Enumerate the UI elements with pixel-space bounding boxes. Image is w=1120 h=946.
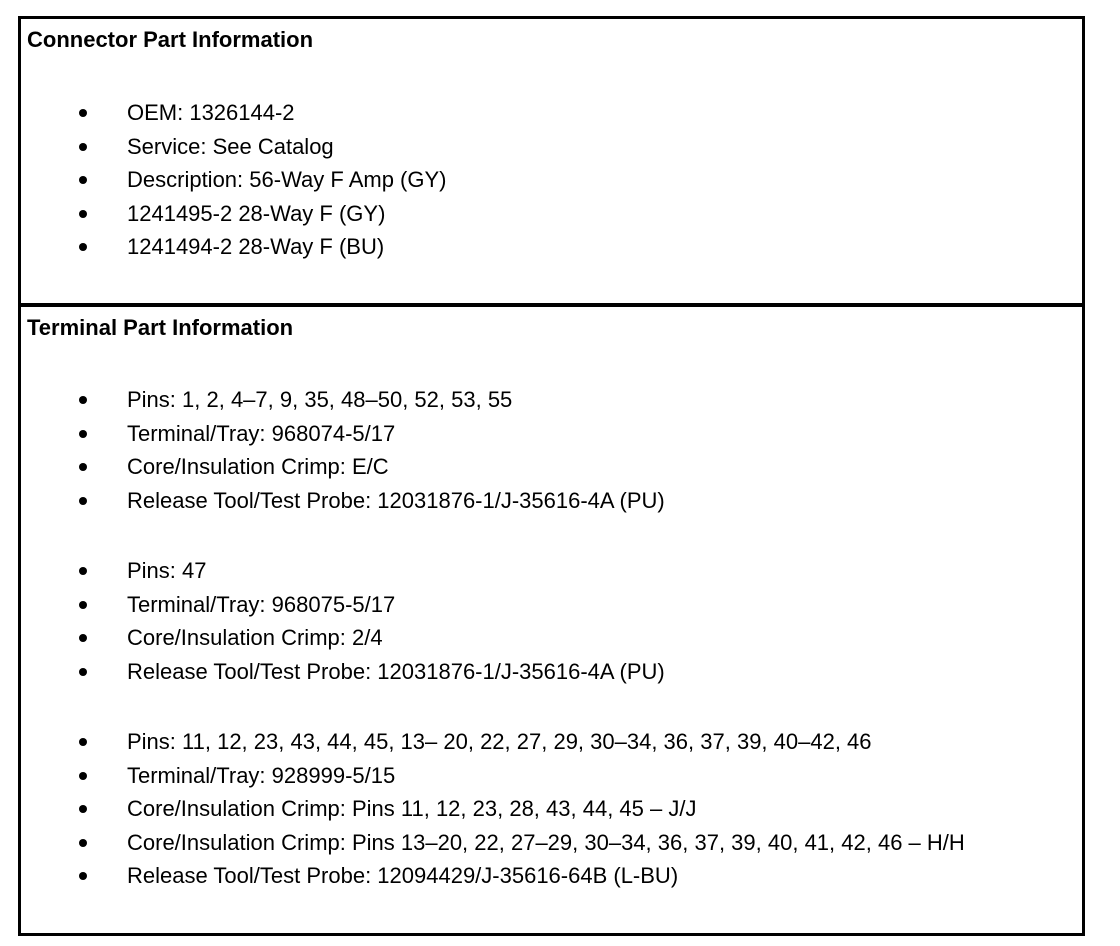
list-item bbox=[21, 197, 1082, 231]
list-item bbox=[21, 759, 1082, 793]
list-item bbox=[21, 655, 1082, 689]
bullet-icon bbox=[79, 109, 87, 117]
list-item-text: Terminal/Tray: 968074-5/17 bbox=[127, 420, 396, 446]
list-item bbox=[21, 230, 1082, 264]
bullet-icon bbox=[79, 176, 87, 184]
list-item-text: Terminal/Tray: 928999-5/15 bbox=[127, 762, 396, 788]
list-item bbox=[21, 450, 1082, 484]
list-item bbox=[21, 417, 1082, 451]
bullet-icon bbox=[79, 143, 87, 151]
list-item-text: Core/Insulation Crimp: Pins 11, 12, 23, 28, 43, 44, 45 – J/J bbox=[127, 796, 697, 821]
list-item-text: Release Tool/Test Probe: 12031876-1/J-35616-4A (PU) bbox=[127, 658, 665, 684]
list-item bbox=[21, 792, 1082, 826]
list-item bbox=[21, 484, 1082, 518]
list-item-text: Core/Insulation Crimp: Pins 13–20, 22, 27–29, 30–34, 36, 37, 39, 40, 41, 42, 46 – H/H bbox=[127, 829, 965, 855]
bullet-icon bbox=[79, 805, 87, 813]
list-item bbox=[21, 383, 1082, 417]
bullet-icon bbox=[79, 601, 87, 609]
bullet-icon bbox=[79, 396, 87, 404]
bullet-icon bbox=[79, 567, 87, 575]
list-item bbox=[21, 554, 1082, 588]
list-item bbox=[21, 588, 1082, 622]
bullet-icon bbox=[79, 839, 87, 847]
bullet-icon bbox=[79, 668, 87, 676]
list-item bbox=[21, 621, 1082, 655]
terminal-part-section bbox=[21, 303, 1082, 933]
list-item bbox=[21, 163, 1082, 197]
bullet-icon bbox=[79, 497, 87, 505]
list-item-text: Pins: 47 bbox=[127, 558, 207, 583]
bullet-icon bbox=[79, 210, 87, 218]
list-item-text: Core/Insulation Crimp: E/C bbox=[127, 454, 389, 479]
list-item bbox=[21, 96, 1082, 130]
bullet-icon bbox=[79, 772, 87, 780]
bullet-icon bbox=[79, 738, 87, 746]
bullet-icon bbox=[79, 463, 87, 471]
list-item bbox=[21, 725, 1082, 759]
bullet-icon bbox=[79, 634, 87, 642]
list-item-text: OEM: 1326144-2 bbox=[127, 100, 295, 125]
list-item-text: Pins: 1, 2, 4–7, 9, 35, 48–50, 52, 53, 55 bbox=[127, 387, 513, 412]
list-item bbox=[21, 130, 1082, 164]
list-item-text: Terminal/Tray: 968075-5/17 bbox=[127, 591, 396, 617]
bullet-icon bbox=[79, 872, 87, 880]
terminal-group-2 bbox=[21, 554, 1082, 688]
list-item-text: Pins: 11, 12, 23, 43, 44, 45, 13– 20, 22, 27, 29, 30–34, 36, 37, 39, 40–42, 46 bbox=[127, 729, 872, 754]
list-item-text: 1241494-2 28-Way F (BU) bbox=[127, 234, 385, 259]
list-item-text: Release Tool/Test Probe: 12031876-1/J-35616-4A (PU) bbox=[127, 487, 665, 513]
connector-section-title: Connector Part Information bbox=[27, 27, 314, 52]
terminal-section-title: Terminal Part Information bbox=[27, 315, 294, 340]
terminal-group-1 bbox=[21, 383, 1082, 517]
bullet-icon bbox=[79, 430, 87, 438]
part-information-table bbox=[18, 16, 1085, 936]
terminal-group-3 bbox=[21, 725, 1082, 893]
list-item-text: Service: See Catalog bbox=[127, 133, 334, 159]
list-item-text: Core/Insulation Crimp: 2/4 bbox=[127, 625, 383, 650]
bullet-icon bbox=[79, 243, 87, 251]
list-item bbox=[21, 859, 1082, 893]
list-item-text: Description: 56-Way F Amp (GY) bbox=[127, 167, 447, 192]
list-item bbox=[21, 826, 1082, 860]
list-item-text: Release Tool/Test Probe: 12094429/J-35616-64B (L-BU) bbox=[127, 863, 679, 888]
connector-part-list bbox=[21, 96, 1082, 264]
connector-part-section bbox=[21, 19, 1082, 303]
list-item-text: 1241495-2 28-Way F (GY) bbox=[127, 200, 386, 226]
